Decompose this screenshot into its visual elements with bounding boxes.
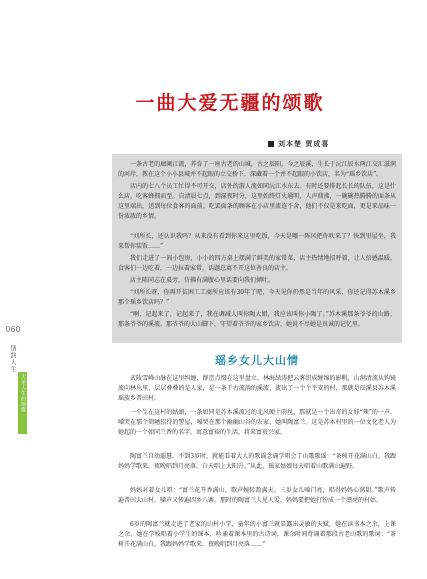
intro-paragraph: “刘所长，还认识我吗？从来没有看到你来这里吃饭，今天是哪一阵风把你吹来了？快到里屋坐，我来帮你装饭……”: [118, 233, 396, 250]
intro-paragraph: “啊，记起来了，记起来了，我在调减人叫你陶大姐，我应该叫你小陶了。”苏木溪那条爷爷的山路，那条爷爷的溪流，那爷爷的大山脚下，守望着爷爷的家乡饮店，她说不尽她是真诚的记忆里。: [118, 311, 396, 328]
body-paragraph: 妈妈对着女儿唱：“富兰花开香满山，歌声婉转盈满天。三岁女儿嗓门亮，唱得妈妈心窝甜。”歌声传遍普田大山村，嗓声又传遍四乡八寨，那时的陶富兰人见人爱，妈妈要把她打扮成一个漂亮的村姑。: [118, 487, 396, 504]
page-number: 060: [5, 325, 21, 334]
side-color-bar: [18, 372, 27, 434]
intro-paragraph: 店主陈同志在桌旁，仿佛有满腹心里话要向我们倾吐。: [130, 277, 275, 284]
side-section-label: 情韵人生: [9, 345, 16, 373]
byline-authors: 刘本楚 贾成喜: [278, 140, 330, 148]
body-paragraph: 一个生在这村的姑娘，一条如同是苏木溪流过的北风硬土雨丝，那就是一个出奇的女娃“辣”的一声，嗓哭在那个简陋招待的警屋，嗓哭在那个幽幽山谷的农家，她叫陶富兰。这是苏木村里的一位文化老人为她起的一个如同兰香的名字，寓意富裕的生活，将来富贵兴家。: [118, 409, 396, 436]
article-title: 一曲大爱无疆的颂歌: [135, 92, 325, 114]
side-bar-label: 大美人生的颂歌: [20, 374, 26, 413]
body-paragraph: 6岁的陶富兰就走进了老家的山村小学，童年的小富兰就显露出灵敏的天赋，她在读书本之余，上课之余，她在学校唱着小学生的课本，吟诵着课本里的古诗词，课余时间背诵着那段古老山歌的歌词：“茶树开花满山白，我跟妈妈学歌来，夜晚唱到月亮落……”: [118, 521, 396, 548]
intro-paragraph: 一条古老的廊阑江流，养育了一座古老的山城，古之辰阳，今之辰溪，生长于沅江辰水两江交汇滋润的河岸，教在这个小小县城并不起眼的立交桥下，深藏着一个并不起眼的小饮店，名为“瑶乡饮店”。: [118, 161, 396, 178]
square-bullet-icon: [268, 141, 274, 147]
byline: [268, 139, 329, 149]
intro-paragraph: 店内的七八个员工忙得不可开交，店外的游人流如同沅江水东去。有时还要排起长长的队伍，这是什么店，吃客蜂拥而至。自清晨七点，到深夜时分，这里始终灯火通明，人声鼎沸，一碗碗热腾腾的面条从这里端出，送到每位食客的面前。吃罢面条的顾客在小店里流连不舍，他们不仅是来吃面，更是来品味一份浓浓的乡情。: [118, 183, 396, 220]
body-paragraph: 武陵雪峰山脉在这里纠缠，群峦点缀在这里盘立，林海绿涛把云雾织成缠绵的影帆，山涧清流从钩镜流向林丛里，层层叠叠的是人家，是一条干古流淌的溪流，流出了一个个平安的村，那就是辰溪县苏木溪瑶族乡普田村。: [118, 375, 396, 402]
intro-paragraph: “刘所长呀，你再开贫困工工商所应该有30年了吧，今天见你仍然是当年的风采，你还记得苏木溪乡那个瑶乡饮店吗？”: [118, 289, 396, 306]
side-margin: [0, 0, 40, 579]
body-paragraph: 陶富兰自幼聪慧，不到3岁时，就能看着大人的歌谣念诵学唱会了山歌歌谣：“茶树开花满山白，我跟妈妈学歌来。夜晚唱到月亮落，白天唱上太阳升。”从此，瑶家姑娘每天唱着山歌满山遍野。: [118, 453, 396, 470]
intro-paragraph: 我们走进了一间小包房，小小的四方桌上摆满了鲜美的家常菜，店主热情地招呼着，让人倍感温暖。食客们一边吃着，一边拉着家常，话题总离不开这位善良的店主。: [118, 255, 396, 272]
section-title: 瑶乡女儿大山情: [215, 354, 299, 367]
